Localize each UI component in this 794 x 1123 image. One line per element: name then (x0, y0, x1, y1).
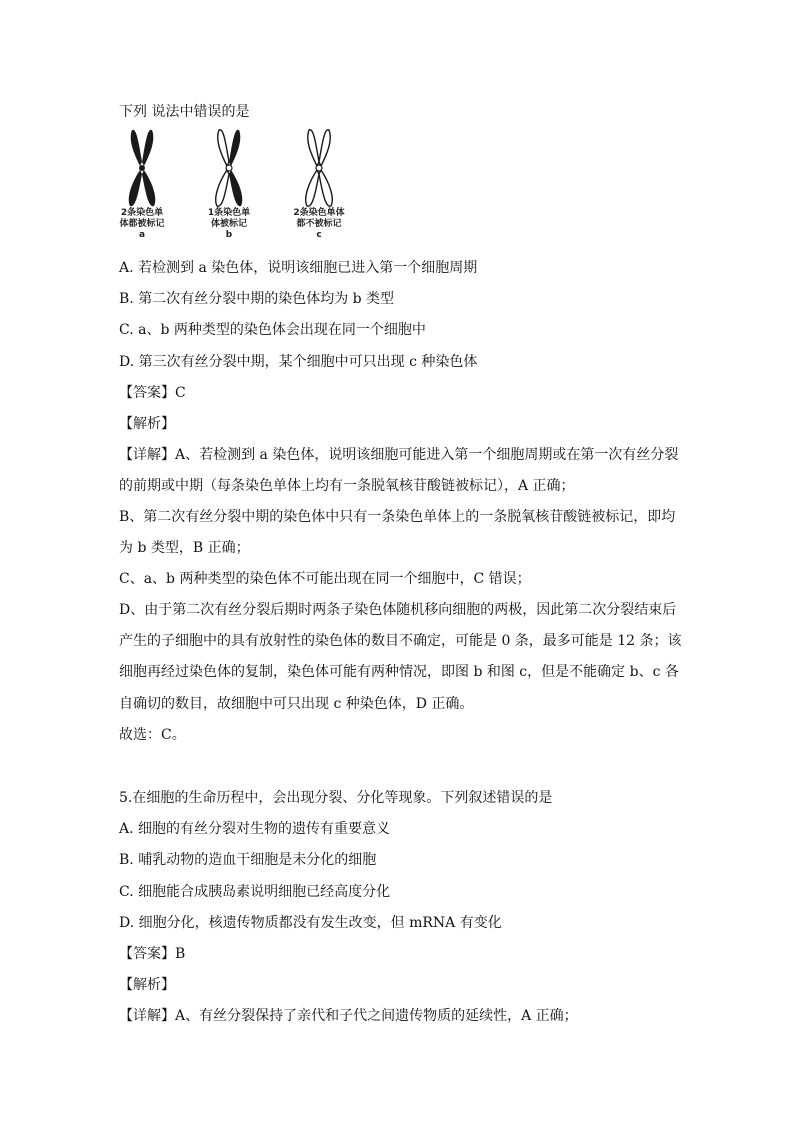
q4-conclusion: 故选：C。 (119, 727, 186, 743)
q4-detail-line: 产生的子细胞中的具有放射性的染色体的数目不确定，可能是 0 条，最多可能是 12 条；该 (119, 633, 682, 649)
figure-caption-c: 2条染色单体 都不被标记 c (293, 208, 345, 240)
q5-option-a: A. 细胞的有丝分裂对生物的遗传有重要意义 (119, 821, 391, 837)
q4-detail-line: C、a、b 两种类型的染色体不可能出现在同一个细胞中，C 错误； (119, 571, 531, 587)
q4-detail-line: 自确切的数目，故细胞中可只出现 c 种染色体，D 正确。 (119, 696, 474, 712)
q5-stem: 5.在细胞的生命历程中，会出现分裂、分化等现象。下列叙述错误的是 (119, 790, 553, 806)
chromosome-a-icon (129, 130, 156, 206)
q5-detail-line: 【详解】A、有丝分裂保持了亲代和子代之间遗传物质的延续性，A 正确； (119, 1008, 578, 1024)
q4-detail-line: 【详解】A、若检测到 a 染色体，说明该细胞可能进入第一个细胞周期或在第一次有丝分裂 (119, 447, 679, 463)
chromosome-figure (112, 128, 362, 246)
q5-option-d: D. 细胞分化，核遗传物质都没有发生改变，但 mRNA 有变化 (119, 915, 502, 931)
question-intro: 下列 说法中错误的是 (119, 104, 250, 120)
q4-option-b: B. 第二次有丝分裂中期的染色体均为 b 类型 (119, 291, 395, 307)
q4-answer: 【答案】C (119, 385, 186, 401)
chromosome-drawings (112, 128, 362, 208)
chromosome-b-icon (216, 130, 243, 206)
q4-detail-line: B、第二次有丝分裂中期的染色体中只有一条染色单体上的一条脱氧核苷酸链被标记，即均 (119, 509, 676, 525)
q4-detail-line: D、由于第二次有丝分裂后期时两条子染色体随机移向细胞的两极，因此第二次分裂结束后 (119, 602, 677, 618)
q4-option-d: D. 第三次有丝分裂中期，某个细胞中可只出现 c 种染色体 (119, 354, 478, 370)
q4-detail-line: 的前期或中期（每条染色单体上均有一条脱氧核苷酸链被标记），A 正确； (119, 478, 575, 494)
figure-caption-b: 1条染色单 体被标记 b (207, 208, 251, 240)
q4-detail-line: 细胞再经过染色体的复制，染色体可能有两种情况，即图 b 和图 c，但是不能确定 b、c 各 (119, 664, 679, 680)
q5-analysis-label: 【解析】 (119, 977, 175, 993)
q5-answer: 【答案】B (119, 946, 186, 962)
q5-option-c: C. 细胞能合成胰岛素说明细胞已经高度分化 (119, 884, 391, 900)
q4-option-c: C. a、b 两种类型的染色体会出现在同一个细胞中 (119, 322, 426, 338)
q4-analysis-label: 【解析】 (119, 416, 175, 432)
chromosome-c-icon (306, 130, 333, 206)
figure-caption-a: 2条染色单 体都被标记 a (119, 208, 165, 240)
q4-detail-line: 为 b 类型，B 正确； (119, 540, 250, 556)
q5-option-b: B. 哺乳动物的造血干细胞是未分化的细胞 (119, 852, 377, 868)
q4-option-a: A. 若检测到 a 染色体，说明该细胞已进入第一个细胞周期 (119, 260, 478, 276)
